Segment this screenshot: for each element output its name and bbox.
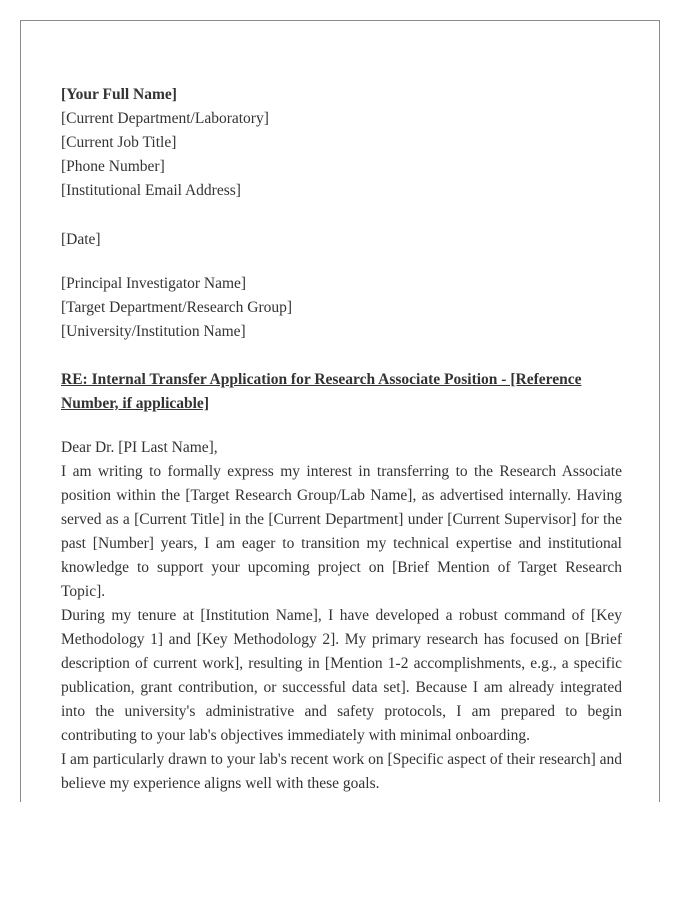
subject-line: RE: Internal Transfer Application for Research Associate Position - [Reference Number, if applicable] xyxy=(61,371,582,412)
letter-content xyxy=(61,83,622,796)
sender-department: [Current Department/Laboratory] xyxy=(61,110,269,127)
sender-job-title: [Current Job Title] xyxy=(61,134,177,151)
recipient-institution: [University/Institution Name] xyxy=(61,323,246,340)
recipient-department: [Target Department/Research Group] xyxy=(61,299,293,316)
body-paragraph-1: I am writing to formally express my interest in transferring to the Research Associate position within the [Target Research Group/Lab Name], as advertised internally. Having served as a [Current Title] in the [Current Department] under [Current Supervisor] for the past [Number] years, I am eager to transition my technical expertise and institutional knowledge to support your upcoming project on [Brief Mention of Target Research Topic]. xyxy=(61,463,622,600)
body-paragraph-2: During my tenure at [Institution Name], I have developed a robust command of [Key Methodology 1] and [Key Methodology 2]. My primary research has focused on [Brief description of current work], resulting in [Mention 1-2 accomplishments, e.g., a specific publication, grant contribution, or successful data set]. Because I am already integrated into the university's administrative and safety protocols, I am prepared to begin contributing to your lab's objectives immediately with minimal onboarding. xyxy=(61,607,622,744)
recipient-block xyxy=(61,272,622,344)
body-paragraph-3: I am particularly drawn to your lab's recent work on [Specific aspect of their research] and believe my experience aligns well with these goals. xyxy=(61,751,622,792)
sender-name: [Your Full Name] xyxy=(61,86,177,103)
sender-block xyxy=(61,83,622,203)
salutation: Dear Dr. [PI Last Name], xyxy=(61,439,218,456)
letter-date: [Date] xyxy=(61,231,101,248)
sender-phone: [Phone Number] xyxy=(61,158,165,175)
letter-page xyxy=(20,20,660,802)
sender-email: [Institutional Email Address] xyxy=(61,182,241,199)
recipient-pi-name: [Principal Investigator Name] xyxy=(61,275,247,292)
